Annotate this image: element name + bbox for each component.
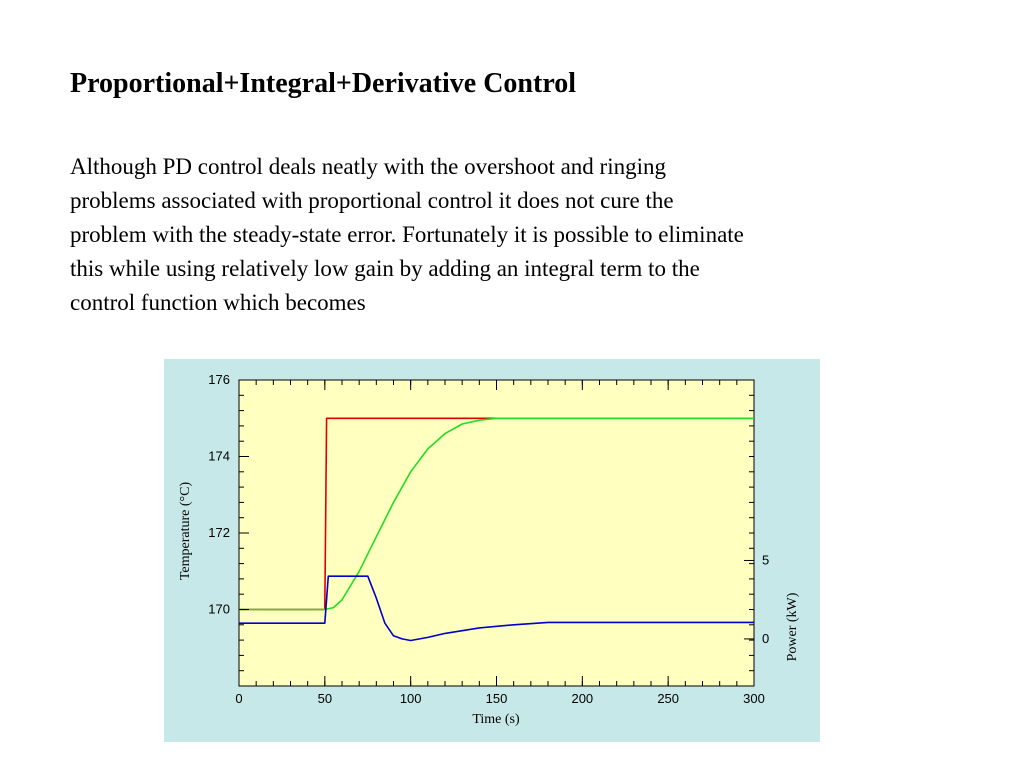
y-tick-label-power: 5 [762, 552, 770, 568]
y-tick-label-temperature: 174 [208, 448, 230, 464]
x-tick-label: 200 [571, 691, 594, 706]
x-tick-label: 150 [485, 691, 508, 706]
body-paragraph [70, 150, 930, 320]
paragraph-line: Although PD control deals neatly with the overshoot and ringing [70, 154, 666, 179]
paragraph-line: problems associated with proportional control it does not cure the [70, 188, 674, 213]
y-tick-label-power: 0 [762, 630, 770, 646]
y-tick-label-temperature: 170 [208, 601, 230, 617]
x-axis-label: Time (s) [472, 712, 520, 727]
pid-response-chart [164, 359, 820, 742]
x-tick-label: 300 [743, 691, 765, 706]
y-axis-label-power: Power (kW) [785, 592, 800, 662]
x-tick-label: 50 [317, 691, 333, 706]
chart-svg [164, 359, 820, 742]
plot-area [239, 380, 754, 686]
paragraph-line: problem with the steady-state error. Fortunately it is possible to eliminate [70, 222, 744, 247]
page-title: Proportional+Integral+Derivative Control [70, 68, 577, 99]
paragraph-line: this while using relatively low gain by adding an integral term to the [70, 256, 700, 281]
x-tick-label: 0 [235, 691, 243, 706]
paragraph-line: control function which becomes [70, 290, 366, 315]
y-axis-label-temperature: Temperature (°C) [178, 481, 193, 581]
y-tick-label-temperature: 176 [208, 372, 230, 387]
x-tick-label: 250 [657, 691, 680, 706]
y-tick-label-temperature: 172 [208, 525, 230, 540]
x-tick-label: 100 [399, 691, 422, 706]
